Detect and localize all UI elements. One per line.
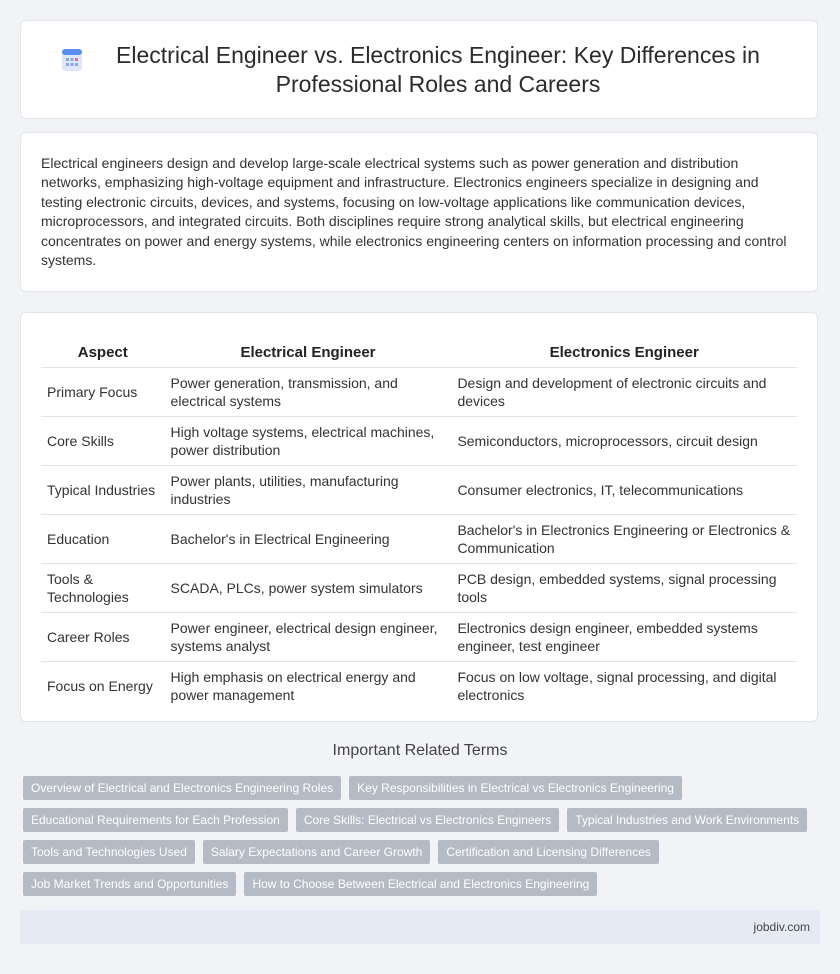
related-term-tag[interactable]: Educational Requirements for Each Profession <box>23 808 288 832</box>
table-row <box>41 515 797 564</box>
related-term-tag[interactable]: Overview of Electrical and Electronics Engineering Roles <box>23 776 341 800</box>
title-card <box>20 20 818 119</box>
row-electronics: PCB design, embedded systems, signal processing tools <box>451 564 797 613</box>
related-term-tag[interactable]: Salary Expectations and Career Growth <box>203 840 430 864</box>
intro-card <box>20 132 818 292</box>
row-aspect: Tools & Technologies <box>41 564 165 613</box>
row-aspect: Typical Industries <box>41 466 165 515</box>
document-grid-icon <box>59 47 85 73</box>
footer <box>20 910 820 944</box>
related-terms-title: Important Related Terms <box>332 742 508 759</box>
table-row <box>41 662 797 711</box>
row-electronics: Focus on low voltage, signal processing, and digital electronics <box>451 662 797 711</box>
related-term-tag[interactable]: Key Responsibilities in Electrical vs Electronics Engineering <box>349 776 682 800</box>
row-aspect: Primary Focus <box>41 368 165 417</box>
header-electrical: Electrical Engineer <box>240 343 376 361</box>
row-electrical: Power engineer, electrical design engineer, systems analyst <box>165 613 452 662</box>
row-aspect: Education <box>41 515 165 564</box>
table-header-row <box>41 333 797 368</box>
row-aspect: Career Roles <box>41 613 165 662</box>
row-electrical: Power plants, utilities, manufacturing industries <box>165 466 452 515</box>
header-electronics: Electronics Engineer <box>549 343 699 361</box>
row-aspect: Core Skills <box>41 417 165 466</box>
table-row <box>41 613 797 662</box>
row-electronics: Electronics design engineer, embedded systems engineer, test engineer <box>451 613 797 662</box>
comparison-table-card <box>20 312 818 722</box>
related-term-tag[interactable]: How to Choose Between Electrical and Electronics Engineering <box>244 872 597 896</box>
table-row <box>41 564 797 613</box>
page-title: Electrical Engineer vs. Electronics Engineer: Key Differences in Professional Roles and Careers <box>116 41 760 97</box>
row-electrical: High emphasis on electrical energy and power management <box>165 662 452 711</box>
row-electrical: High voltage systems, electrical machines, power distribution <box>165 417 452 466</box>
intro-paragraph: Electrical engineers design and develop large-scale electrical systems such as power generation and distribution networks, emphasizing high-voltage equipment and infrastructure. Electronics engineers specialize in designing and testing electronic circuits, devices, and systems, focusing on low-voltage applications like communication devices, microprocessors, and integrated circuits. Both disciplines require strong analytical skills, but electrical engineering concentrates on power and energy systems, while electronics engineering centers on information processing and control systems. <box>41 155 787 269</box>
footer-site-link[interactable]: jobdiv.com <box>753 920 810 934</box>
comparison-table <box>41 333 797 710</box>
related-terms-list <box>23 776 823 896</box>
related-term-tag[interactable]: Tools and Technologies Used <box>23 840 195 864</box>
related-term-tag[interactable]: Typical Industries and Work Environments <box>567 808 807 832</box>
row-electrical: Power generation, transmission, and electrical systems <box>165 368 452 417</box>
row-electronics: Bachelor's in Electronics Engineering or Electronics & Communication <box>451 515 797 564</box>
table-row <box>41 368 797 417</box>
row-aspect: Focus on Energy <box>41 662 165 711</box>
row-electrical: Bachelor's in Electrical Engineering <box>165 515 452 564</box>
table-row <box>41 466 797 515</box>
related-term-tag[interactable]: Certification and Licensing Differences <box>438 840 659 864</box>
row-electronics: Semiconductors, microprocessors, circuit design <box>451 417 797 466</box>
title-wrap <box>59 41 779 99</box>
row-electronics: Consumer electronics, IT, telecommunications <box>451 466 797 515</box>
row-electrical: SCADA, PLCs, power system simulators <box>165 564 452 613</box>
table-row <box>41 417 797 466</box>
related-term-tag[interactable]: Job Market Trends and Opportunities <box>23 872 236 896</box>
row-electronics: Design and development of electronic circuits and devices <box>451 368 797 417</box>
related-term-tag[interactable]: Core Skills: Electrical vs Electronics Engineers <box>296 808 559 832</box>
header-aspect: Aspect <box>77 343 128 361</box>
